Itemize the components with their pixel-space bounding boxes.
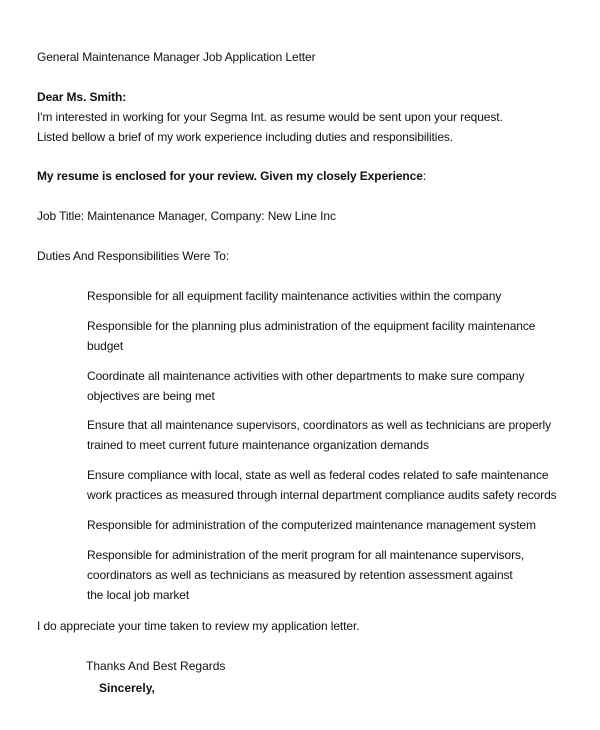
resume-note-text: My resume is enclosed for your review. Given my closely Experience <box>37 169 423 183</box>
resume-note <box>37 166 426 186</box>
resume-note-colon: : <box>422 169 427 183</box>
job-title-line: Job Title: Maintenance Manager, Company: New Line Inc <box>37 209 336 223</box>
duty-item: Responsible for administration of the computerized maintenance management system <box>87 518 536 532</box>
duty-item: Responsible for the planning plus administration of the equipment facility maintenance budget <box>87 319 536 353</box>
duty-item: Coordinate all maintenance activities with other departments to make sure company objectives are being met <box>87 369 525 403</box>
duties-heading: Duties And Responsibilities Were To: <box>37 249 230 263</box>
intro-paragraph: I'm interested in working for your Segma Int. as resume would be sent upon your request. Listed bellow a brief of my work experience including duties and responsibilities. <box>37 110 503 144</box>
duty-item: Ensure compliance with local, state as well as federal codes related to safe maintenance work practices as measured through internal department compliance audits safety records <box>87 468 557 502</box>
salutation: Dear Ms. Smith: <box>37 90 127 104</box>
sign-off: Sincerely, <box>99 681 155 695</box>
regards-line: Thanks And Best Regards <box>86 659 226 673</box>
letter-title: General Maintenance Manager Job Application Letter <box>37 50 316 64</box>
appreciation-line: I do appreciate your time taken to review my application letter. <box>37 619 360 633</box>
duty-item: Ensure that all maintenance supervisors, coordinators as well as technicians are properly trained to meet current future maintenance organization demands <box>87 418 552 452</box>
duty-item: Responsible for all equipment facility maintenance activities within the company <box>87 289 502 303</box>
duty-item: Responsible for administration of the merit program for all maintenance supervisors, coordinators as well as technicians as measured by retention assessment against the local job market <box>87 548 525 602</box>
